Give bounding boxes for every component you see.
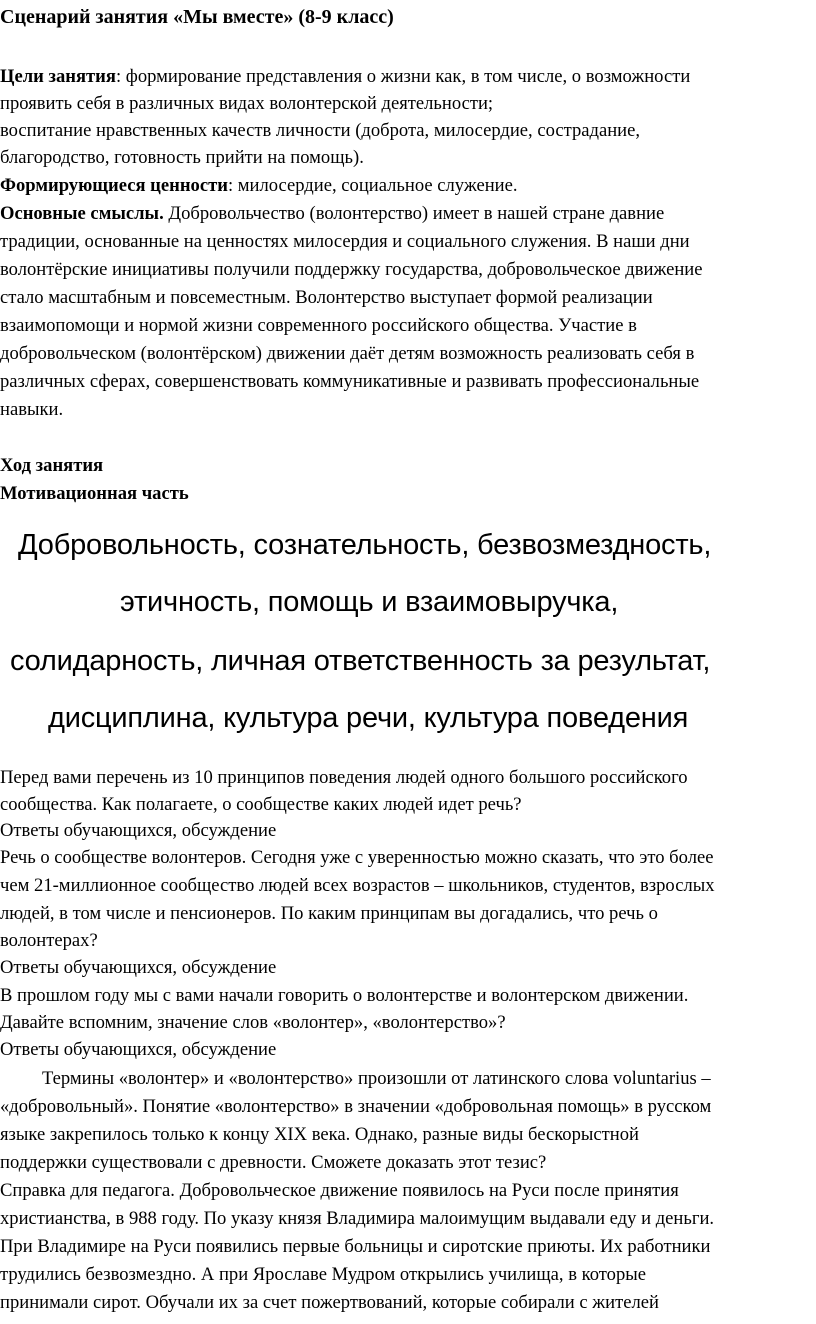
body-line-5: чем 21-миллионное сообщество людей всех возрастов – школьников, студентов, взрослых bbox=[0, 875, 715, 896]
principles-line-2: этичность, помощь и взаимовыручка, bbox=[120, 586, 619, 618]
meanings-text: Добровольчество (волонтерство) имеет в нашей стране давние bbox=[163, 203, 665, 224]
body-line-9: В прошлом году мы с вами начали говорить о волонтерстве и волонтерском движении. bbox=[0, 985, 689, 1006]
principles-line-3: солидарность, личная ответственность за результат, bbox=[10, 645, 711, 677]
body-line-8: Ответы обучающихся, обсуждение bbox=[0, 957, 277, 978]
body-line-13: «добровольный». Понятие «волонтерство» в значении «добровольная помощь» в русском bbox=[0, 1096, 712, 1117]
body-line-10: Давайте вспомним, значение слов «волонтер», «волонтерство»? bbox=[0, 1012, 506, 1033]
body-line-12: Термины «волонтер» и «волонтерство» произошли от латинского слова voluntarius – bbox=[42, 1068, 711, 1089]
values-text: : милосердие, социальное служение. bbox=[227, 175, 518, 196]
goals-line-3: воспитание нравственных качеств личности (доброта, милосердие, сострадание, bbox=[0, 120, 641, 141]
body-line-7: волонтерах? bbox=[0, 930, 98, 951]
body-line-19: трудились безвозмездно. А при Ярославе Мудром открылись училища, в которые bbox=[0, 1264, 647, 1285]
meanings-line-5: взаимопомощи и нормой жизни современного российского общества. Участие в bbox=[0, 315, 637, 336]
goals-line-2: проявить себя в различных видах волонтерской деятельности; bbox=[0, 93, 494, 114]
meanings-line-1 bbox=[0, 201, 664, 227]
goals-text: : формирование представления о жизни как, в том числе, о возможности bbox=[115, 66, 691, 87]
body-line-4: Речь о сообществе волонтеров. Сегодня уже с уверенностью можно сказать, что это более bbox=[0, 847, 714, 868]
principles-line-4: дисциплина, культура речи, культура поведения bbox=[48, 702, 689, 734]
body-line-18: При Владимире на Руси появились первые больницы и сиротские приюты. Их работники bbox=[0, 1236, 711, 1257]
goals-label: Цели занятия bbox=[0, 66, 116, 87]
body-line-17: христианства, в 988 году. По указу князя Владимира малоимущим выдавали еду и деньги. bbox=[0, 1208, 715, 1229]
goals-line-1 bbox=[0, 64, 690, 90]
meanings-line-4: стало масштабным и повсеместным. Волонтерство выступает формой реализации bbox=[0, 287, 653, 308]
meanings-line-6: добровольческом (волонтёрском) движении даёт детям возможность реализовать себя в bbox=[0, 343, 695, 364]
values-label: Формирующиеся ценности bbox=[0, 175, 228, 196]
meanings-line-8: навыки. bbox=[0, 399, 64, 420]
body-line-1: Перед вами перечень из 10 принципов поведения людей одного большого российского bbox=[0, 767, 688, 788]
meanings-line-2: традиции, основанные на ценностях милосердия и социального служения. В наши дни bbox=[0, 231, 690, 252]
meanings-line-3: волонтёрские инициативы получили поддержку государства, добровольческое движение bbox=[0, 259, 703, 280]
body-line-14: языке закрепилось только к концу XIX века. Однако, разные виды бескорыстной bbox=[0, 1124, 639, 1145]
document-title: Сценарий занятия «Мы вместе» (8-9 класс) bbox=[0, 6, 394, 28]
body-line-20: принимали сирот. Обучали их за счет пожертвований, которые собирали с жителей bbox=[0, 1292, 659, 1313]
meanings-line-7: различных сферах, совершенствовать коммуникативные и развивать профессиональные bbox=[0, 371, 700, 392]
goals-line-4: благородство, готовность прийти на помощь). bbox=[0, 147, 364, 168]
body-line-3: Ответы обучающихся, обсуждение bbox=[0, 820, 277, 841]
course-subheading: Мотивационная часть bbox=[0, 483, 189, 504]
body-line-15: поддержки существовали с древности. Сможете доказать этот тезис? bbox=[0, 1152, 547, 1173]
meanings-label: Основные смыслы. bbox=[0, 203, 164, 224]
body-line-16: Справка для педагога. Добровольческое движение появилось на Руси после принятия bbox=[0, 1180, 679, 1201]
body-line-6: людей, в том числе и пенсионеров. По каким принципам вы догадались, что речь о bbox=[0, 903, 658, 924]
values-line bbox=[0, 173, 518, 199]
course-heading: Ход занятия bbox=[0, 455, 104, 476]
body-line-11: Ответы обучающихся, обсуждение bbox=[0, 1039, 277, 1060]
body-line-2: сообщества. Как полагаете, о сообществе каких людей идет речь? bbox=[0, 794, 522, 815]
principles-line-1: Добровольность, сознательность, безвозмездность, bbox=[18, 529, 712, 561]
